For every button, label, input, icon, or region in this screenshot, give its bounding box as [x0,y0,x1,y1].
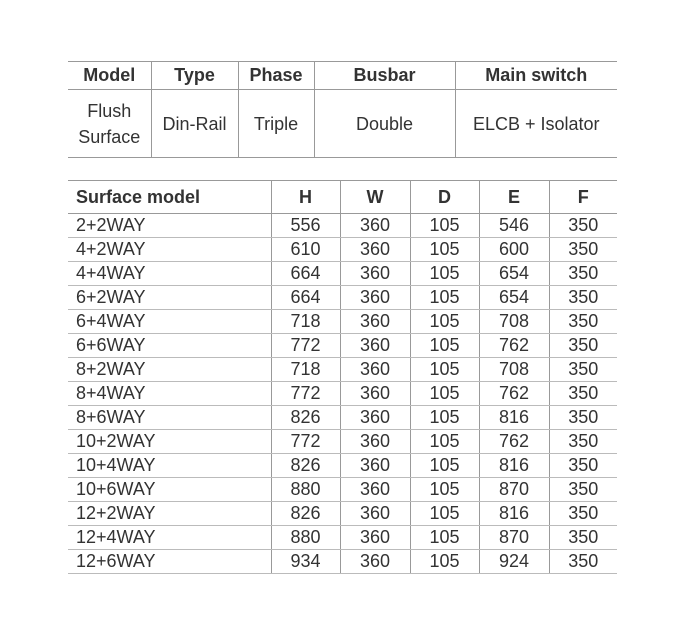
row-model-cell: 10+4WAY [68,454,271,478]
row-model-cell: 6+4WAY [68,310,271,334]
spec-phase-cell: Triple [238,90,314,158]
row-f-cell: 350 [549,358,617,382]
row-e-cell: 600 [479,238,549,262]
row-f-cell: 350 [549,214,617,238]
row-model-cell: 12+6WAY [68,550,271,574]
row-f-cell: 350 [549,430,617,454]
row-d-cell: 105 [410,358,479,382]
dimension-table [68,180,617,574]
table-row [68,262,617,286]
row-w-cell: 360 [340,310,410,334]
spec-busbar-cell: Double [314,90,455,158]
table-row [68,382,617,406]
row-f-cell: 350 [549,406,617,430]
row-h-cell: 880 [271,526,340,550]
spec-model-cell [68,90,151,158]
row-w-cell: 360 [340,502,410,526]
row-e-cell: 654 [479,286,549,310]
spec-table [68,61,617,158]
table-row [68,238,617,262]
dimension-header-w: W [340,181,410,214]
row-h-cell: 772 [271,382,340,406]
row-h-cell: 556 [271,214,340,238]
table-row [68,430,617,454]
row-d-cell: 105 [410,478,479,502]
row-h-cell: 664 [271,262,340,286]
row-e-cell: 816 [479,454,549,478]
row-e-cell: 870 [479,478,549,502]
row-e-cell: 762 [479,382,549,406]
spec-value-row [68,90,617,158]
row-d-cell: 105 [410,430,479,454]
spec-header-type: Type [151,62,238,90]
row-d-cell: 105 [410,262,479,286]
row-d-cell: 105 [410,286,479,310]
row-e-cell: 924 [479,550,549,574]
row-model-cell: 12+2WAY [68,502,271,526]
table-row [68,478,617,502]
row-model-cell: 10+2WAY [68,430,271,454]
row-d-cell: 105 [410,454,479,478]
dimension-header-h: H [271,181,340,214]
table-row [68,526,617,550]
row-model-cell: 6+2WAY [68,286,271,310]
row-w-cell: 360 [340,406,410,430]
row-h-cell: 826 [271,502,340,526]
spec-model-line-flush: Flush [87,100,132,121]
row-d-cell: 105 [410,334,479,358]
table-row [68,310,617,334]
row-model-cell: 4+4WAY [68,262,271,286]
dimension-header-surface-model: Surface model [68,181,271,214]
row-w-cell: 360 [340,358,410,382]
table-row [68,334,617,358]
row-f-cell: 350 [549,502,617,526]
dimension-header-d: D [410,181,479,214]
row-model-cell: 10+6WAY [68,478,271,502]
row-h-cell: 718 [271,310,340,334]
row-w-cell: 360 [340,430,410,454]
row-f-cell: 350 [549,550,617,574]
row-e-cell: 816 [479,502,549,526]
row-w-cell: 360 [340,550,410,574]
row-w-cell: 360 [340,478,410,502]
row-e-cell: 762 [479,334,549,358]
row-w-cell: 360 [340,286,410,310]
row-model-cell: 8+4WAY [68,382,271,406]
row-model-cell: 8+6WAY [68,406,271,430]
table-row [68,550,617,574]
row-f-cell: 350 [549,334,617,358]
row-d-cell: 105 [410,382,479,406]
row-h-cell: 934 [271,550,340,574]
row-w-cell: 360 [340,262,410,286]
row-e-cell: 762 [479,430,549,454]
row-f-cell: 350 [549,310,617,334]
row-f-cell: 350 [549,478,617,502]
row-d-cell: 105 [410,310,479,334]
row-h-cell: 826 [271,454,340,478]
row-f-cell: 350 [549,262,617,286]
row-w-cell: 360 [340,238,410,262]
spec-main-switch-cell: ELCB + Isolator [455,90,617,158]
table-row [68,502,617,526]
row-f-cell: 350 [549,238,617,262]
row-h-cell: 718 [271,358,340,382]
row-d-cell: 105 [410,526,479,550]
row-f-cell: 350 [549,526,617,550]
row-h-cell: 880 [271,478,340,502]
row-model-cell: 4+2WAY [68,238,271,262]
row-e-cell: 816 [479,406,549,430]
row-e-cell: 546 [479,214,549,238]
row-f-cell: 350 [549,382,617,406]
row-w-cell: 360 [340,334,410,358]
row-h-cell: 772 [271,334,340,358]
row-e-cell: 654 [479,262,549,286]
row-model-cell: 8+2WAY [68,358,271,382]
table-row [68,454,617,478]
row-model-cell: 6+6WAY [68,334,271,358]
row-model-cell: 12+4WAY [68,526,271,550]
spec-header-row [68,62,617,90]
row-d-cell: 105 [410,406,479,430]
row-h-cell: 610 [271,238,340,262]
row-d-cell: 105 [410,550,479,574]
row-d-cell: 105 [410,502,479,526]
row-f-cell: 350 [549,286,617,310]
spec-model-line-surface: Surface [78,126,141,147]
spec-header-main-switch: Main switch [455,62,617,90]
row-w-cell: 360 [340,454,410,478]
row-w-cell: 360 [340,526,410,550]
dimension-header-e: E [479,181,549,214]
table-row [68,406,617,430]
row-e-cell: 708 [479,310,549,334]
table-row [68,286,617,310]
spec-type-cell: Din-Rail [151,90,238,158]
table-row [68,214,617,238]
row-d-cell: 105 [410,214,479,238]
dimension-table-body [68,214,617,574]
row-f-cell: 350 [549,454,617,478]
dimension-header-f: F [549,181,617,214]
row-e-cell: 708 [479,358,549,382]
row-w-cell: 360 [340,214,410,238]
row-h-cell: 664 [271,286,340,310]
row-model-cell: 2+2WAY [68,214,271,238]
spec-header-busbar: Busbar [314,62,455,90]
row-e-cell: 870 [479,526,549,550]
row-d-cell: 105 [410,238,479,262]
row-w-cell: 360 [340,382,410,406]
spec-header-phase: Phase [238,62,314,90]
dimension-header-row [68,181,617,214]
spec-header-model: Model [68,62,151,90]
table-row [68,358,617,382]
row-h-cell: 772 [271,430,340,454]
row-h-cell: 826 [271,406,340,430]
